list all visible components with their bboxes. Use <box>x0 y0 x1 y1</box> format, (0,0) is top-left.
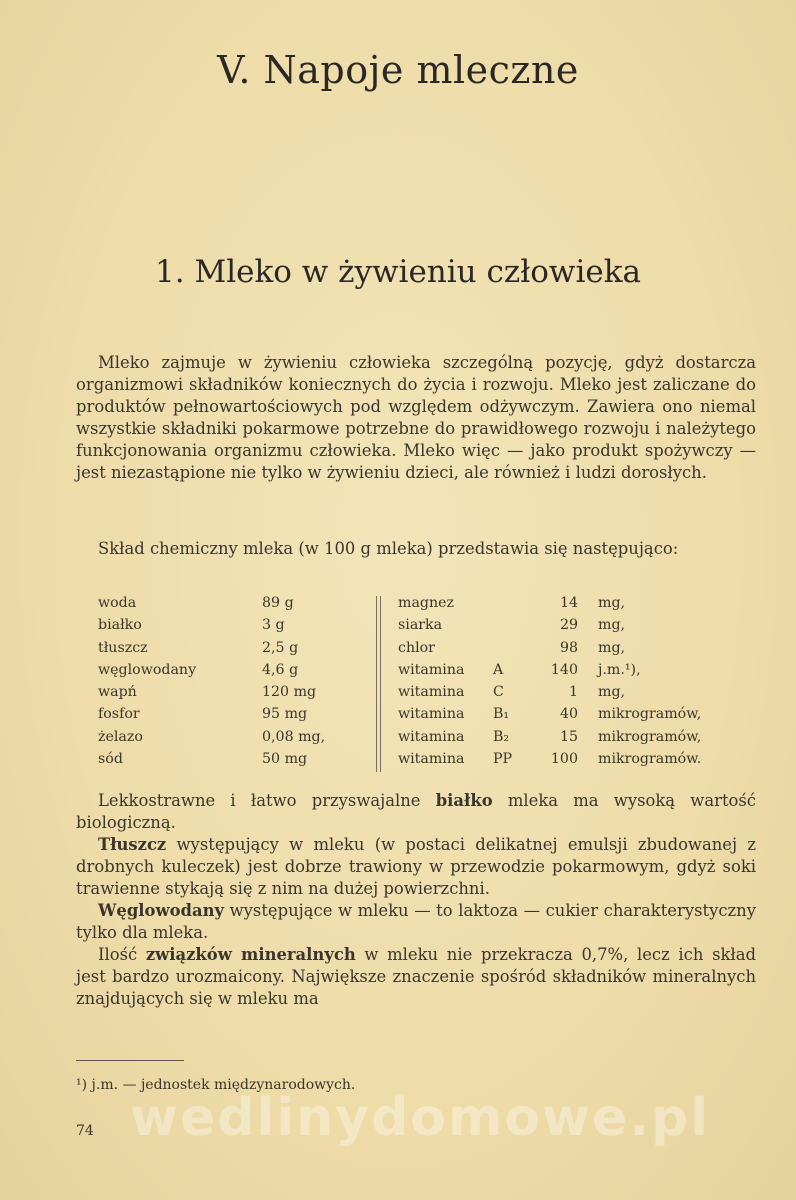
table-row <box>98 703 368 725</box>
component-value: 95 mg <box>262 706 308 723</box>
page-number: 74 <box>76 1123 94 1139</box>
component-unit: mg, <box>598 617 626 634</box>
protein-bold: białko <box>435 791 493 810</box>
nutrients-section <box>76 790 756 1010</box>
intro-paragraph: Mleko zajmuje w żywieniu człowieka szczególną pozycję, gdyż dostarcza organizmowi składników koniecznych do życia i rozwoju. Mleko jest zaliczane do produktów pełnowartościowych pod względem odżywczym. Zawiera ono niemal wszystkie składniki pokarmowe potrzebne do prawidłowego rozwoju i należytego funkcjonowania organizmu człowieka. Mleko więc — jako produkt spożywczy — jest niezastąpione nie tylko w żywieniu dzieci, ale również i ludzi dorosłych. <box>76 353 756 482</box>
component-value: 4,6 g <box>262 661 299 678</box>
component-name: woda <box>98 595 137 611</box>
component-name: węglowodany <box>98 661 197 678</box>
component-value: 15 <box>559 728 578 745</box>
carbs-paragraph <box>76 900 756 944</box>
protein-text-before: Lekkostrawne i łatwo przyswajalne <box>98 791 436 810</box>
component-name: chlor <box>398 639 435 656</box>
section-title: 1. Mleko w żywieniu człowieka <box>155 254 641 290</box>
fat-paragraph <box>76 834 756 900</box>
minerals-text-before: Ilość <box>98 945 146 964</box>
fat-text: występujący w mleku (w postaci delikatnej emulsji zbudowanej z drobnych kuleczek) jest dobrze trawiony w przewodzie pokarmowym, gdyż soki trawienne stykają się z nim na dużej powierzchni. <box>76 835 756 898</box>
component-value: 29 <box>559 617 578 634</box>
component-value: 89 g <box>262 595 294 611</box>
table-row <box>398 726 758 748</box>
chapter-title: V. Napoje mleczne <box>217 48 579 92</box>
watermark: wedlinydomowe.pl <box>129 1088 711 1148</box>
table-row <box>98 748 368 770</box>
component-unit: mikrogramów, <box>598 706 702 723</box>
component-unit: mikrogramów. <box>598 751 702 768</box>
carbs-bold: Węglowodany <box>98 901 225 920</box>
table-row <box>98 637 368 659</box>
component-value: 100 <box>550 751 578 768</box>
minerals-bold: związków mineralnych <box>145 945 356 964</box>
component-name: witamina <box>398 684 465 701</box>
minerals-paragraph <box>76 944 756 1010</box>
component-name: witamina <box>398 728 465 745</box>
component-unit: mikrogramów, <box>598 728 702 745</box>
component-name: siarka <box>398 617 443 634</box>
protein-paragraph <box>76 790 756 834</box>
component-unit: j.m.¹), <box>598 661 641 678</box>
component-name: żelazo <box>98 728 143 745</box>
component-value: 0,08 mg, <box>262 728 326 745</box>
table-row <box>398 614 758 636</box>
component-value: 140 <box>550 661 578 678</box>
composition-intro-paragraph: Skład chemiczny mleka (w 100 g mleka) przedstawia się następująco: <box>98 539 679 558</box>
footnote: ¹) j.m. — jednostek międzynarodowych. <box>76 1077 356 1093</box>
table-row <box>98 592 368 614</box>
component-unit: mg, <box>598 684 626 701</box>
component-value: 120 mg <box>262 684 317 701</box>
table-row <box>98 614 368 636</box>
component-name: sód <box>98 751 123 768</box>
component-name: wapń <box>98 684 137 701</box>
component-unit: mg, <box>598 639 626 656</box>
component-symbol: A <box>493 661 504 678</box>
component-name: witamina <box>398 706 465 723</box>
table-row <box>398 748 758 770</box>
component-name: białko <box>98 617 142 634</box>
component-unit: mg, <box>598 595 626 611</box>
component-symbol: B₂ <box>493 728 510 745</box>
component-value: 14 <box>559 595 578 611</box>
component-name: fosfor <box>98 706 140 723</box>
footnote-rule <box>76 1060 184 1061</box>
protein-text-after: mleka ma wysoką wartość biologiczną. <box>76 791 756 832</box>
table-row <box>98 726 368 748</box>
column-divider <box>376 596 381 772</box>
table-row <box>398 681 758 703</box>
composition-left-column <box>98 592 368 770</box>
component-value: 40 <box>559 706 578 723</box>
carbs-text: występujące w mleku — to laktoza — cukier charakterystyczny tylko dla mleka. <box>76 901 756 942</box>
component-value: 3 g <box>262 617 285 634</box>
component-symbol: B₁ <box>493 706 510 723</box>
component-symbol: PP <box>493 751 513 768</box>
component-value: 98 <box>559 639 578 656</box>
fat-bold: Tłuszcz <box>98 835 167 854</box>
component-name: witamina <box>398 661 465 678</box>
table-row <box>398 637 758 659</box>
composition-right-column <box>398 592 758 770</box>
table-row <box>398 703 758 725</box>
component-symbol: C <box>493 684 504 701</box>
table-row <box>98 681 368 703</box>
minerals-text-after: w mleku nie przekracza 0,7%, lecz ich skład jest bardzo urozmaicony. Największe znaczenie spośród składników mineralnych znajdujących się w mleku ma <box>76 945 756 1008</box>
component-value: 1 <box>568 684 578 701</box>
table-row <box>398 659 758 681</box>
component-name: magnez <box>398 595 455 611</box>
table-row <box>398 592 758 614</box>
component-name: witamina <box>398 751 465 768</box>
component-value: 2,5 g <box>262 639 299 656</box>
component-name: tłuszcz <box>98 639 148 656</box>
component-value: 50 mg <box>262 751 308 768</box>
table-row <box>98 659 368 681</box>
